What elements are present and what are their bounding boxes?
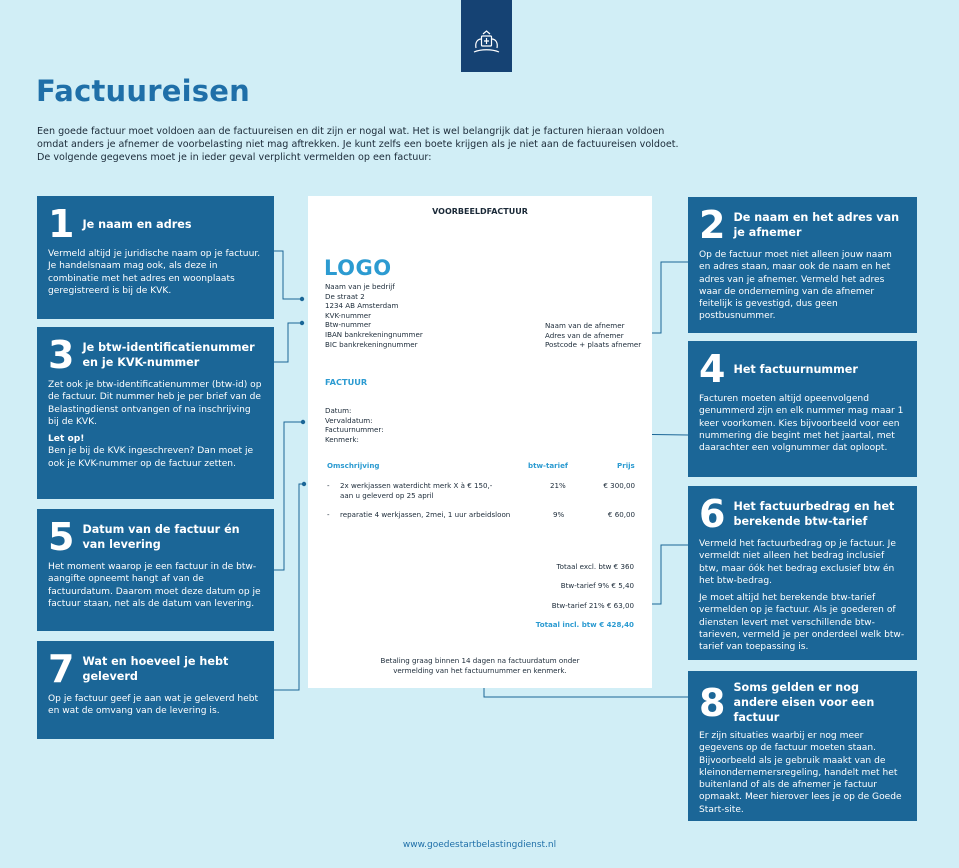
connector-1: [274, 251, 302, 299]
line-item-description-2: aan u geleverd op 25 april: [340, 490, 434, 500]
sample-invoice: [308, 196, 652, 688]
note-text: Ben je bij de KVK ingeschreven? Dan moet je ook je KVK-nummer op de factuur zetten.: [48, 446, 254, 469]
note-label: Let op!: [48, 434, 85, 445]
payment-note-line-1: Betaling graag binnen 14 dagen na factuurdatum onder: [380, 656, 580, 665]
line-item-1: [327, 481, 635, 503]
line-item-vat: 21%: [550, 481, 566, 490]
requirement-number: 7: [48, 647, 75, 691]
requirement-body: Op de factuur moet niet alleen jouw naam en adres staan, maar ook de naam en het adres van je afnemer. Vermeld het adres waar de onderneming van de afnemer feitelijk is gevestigd, dus geen postbusnummer.: [699, 250, 892, 322]
requirement-title: Wat en hoeveel je hebt geleverd: [82, 655, 229, 683]
line-item-dash: -: [327, 481, 330, 490]
recipient-line: Naam van de afnemer: [545, 321, 625, 330]
recipient-line: Adres van de afnemer: [545, 330, 624, 340]
line-item-description: reparatie 4 werkjassen, 2mei, 1 uur arbeidsloon: [340, 510, 511, 519]
line-item-price: € 60,00: [607, 510, 635, 519]
column-price: Prijs: [617, 461, 635, 470]
connector-8: [484, 688, 688, 697]
sender-line: BIC bankrekeningnummer: [325, 339, 418, 349]
requirement-number: 5: [48, 515, 75, 559]
requirement-box-2: [688, 197, 917, 333]
requirement-title: De naam en het adres van je afnemer: [733, 211, 900, 239]
requirement-number: 1: [48, 202, 75, 246]
column-description: Omschrijving: [327, 461, 380, 470]
requirement-box-5: [37, 509, 274, 631]
connector-7: [274, 484, 304, 690]
requirement-box-1: [37, 196, 274, 319]
field-invoice-number: Factuurnummer:: [325, 425, 384, 435]
requirement-body: Het moment waarop je een factuur in de btw-aangifte opneemt hangt af van de factuurdatum. Daarom moet deze datum op je factuur staan, net als de datum van levering.: [48, 562, 261, 609]
requirement-title: Soms gelden er nog andere eisen voor een factuur: [733, 681, 875, 724]
requirement-box-7: [37, 641, 274, 739]
invoice-logo: LOGO: [324, 256, 392, 280]
payment-note: [308, 656, 652, 675]
requirement-title: Je btw-identificatienummer en je KVK-nummer: [82, 341, 255, 369]
field-reference: Kenmerk:: [325, 434, 359, 444]
requirement-box-3: [37, 327, 274, 499]
line-item-price: € 300,00: [603, 481, 635, 490]
requirement-body: Facturen moeten altijd opeenvolgend genummerd zijn en elk nummer mag maar 1 keer voorkomen. Kies bijvoorbeeld voor een nummering die begint met het jaartal, met daarachter een volgnummer dat oploopt.: [699, 394, 904, 454]
requirement-box-6: [688, 486, 917, 660]
intro-text: Een goede factuur moet voldoen aan de factuureisen en dit zijn er nogal wat. Het is wel belangrijk dat je facturen hieraan voldoen omdat anders je afnemer de voorbelasting niet mag aftrekken. Je kunt zelfs een boete krijgen als je niet aan de factuureisen voldoet. De volgende gegevens moet je in ieder geval verplicht vermelden op een factuur:: [37, 126, 679, 163]
requirement-title: Het factuurnummer: [733, 362, 858, 376]
total-excl-vat: Totaal excl. btw € 360: [556, 562, 634, 571]
connector-2: [648, 262, 688, 333]
page-title: Factuureisen: [36, 74, 250, 108]
column-vat: btw-tarief: [528, 461, 568, 470]
requirement-box-8: [688, 671, 917, 821]
requirement-body: Zet ook je btw-identificatienummer (btw-id) op de factuur. Dit nummer heb je per brief van de Belastingdienst ontvangen of na inschrijving bij de KVK.: [48, 380, 262, 427]
field-due-date: Vervaldatum:: [325, 415, 373, 425]
requirement-title: Datum van de factuur én van levering: [82, 523, 240, 551]
vat-9-total: Btw-tarief 9% € 5,40: [560, 581, 634, 590]
requirement-body-2: Je moet altijd het berekende btw-tarief vermelden op je factuur. Als je goederen of diensten levert met verschillende btw-tarieven, vermeld je per onderdeel welk btw-tarief van toepassing is.: [699, 593, 905, 653]
invoice-section-title: FACTUUR: [325, 377, 368, 387]
line-item-description: 2x werkjassen waterdicht merk X à € 150,-: [340, 481, 493, 490]
line-item-vat: 9%: [553, 510, 565, 519]
line-item-2: [327, 510, 635, 522]
requirement-body: Op je factuur geef je aan wat je geleverd hebt en wat de omvang van de levering is.: [48, 694, 259, 717]
requirement-number: 4: [699, 347, 726, 391]
requirement-body: Vermeld altijd je juridische naam op je factuur. Je handelsnaam mag ook, als deze in combinatie met het adres en woonplaats geregistreerd is bij de KVK.: [48, 249, 261, 296]
sender-line: Naam van je bedrijf: [325, 282, 395, 291]
requirement-title: Het factuurbedrag en het berekende btw-tarief: [733, 500, 895, 528]
requirement-number: 6: [699, 492, 726, 536]
requirement-body: Er zijn situaties waarbij er nog meer gegevens op de factuur moeten staan. Bijvoorbeeld als je gebruik maakt van de kleinondernemersregeling, handelt met het buitenland of als de afnemer je factuur opmaakt. Meer hierover lees je op de Goede Start-site.: [699, 731, 902, 815]
requirement-box-4: [688, 341, 917, 477]
sender-line: 1234 AB Amsterdam: [325, 301, 399, 311]
requirement-body: Vermeld het factuurbedrag op je factuur. Je vermeldt niet alleen het bedrag inclusief btw, maar óók het bedrag exclusief btw én het btw-bedrag.: [699, 539, 896, 586]
recipient-line: Postcode + plaats afnemer: [545, 340, 642, 350]
line-item-dash: -: [327, 510, 330, 519]
requirement-number: 8: [699, 680, 726, 725]
sender-line: IBAN bankrekeningnummer: [325, 329, 423, 339]
sender-line: Btw-nummer: [325, 320, 372, 330]
vat-21-total: Btw-tarief 21% € 63,00: [551, 601, 634, 610]
payment-note-line-2: vermelding van het factuurnummer en kenmerk.: [393, 665, 567, 675]
field-date: Datum:: [325, 406, 352, 415]
total-incl-vat: Totaal incl. btw € 428,40: [535, 620, 634, 629]
invoice-heading: VOORBEELDFACTUUR: [432, 207, 528, 216]
recipient-block: [545, 321, 641, 350]
requirement-number: 3: [48, 333, 75, 377]
requirement-title: Je naam en adres: [82, 217, 192, 231]
sender-block: [325, 282, 423, 349]
sender-line: De straat 2: [325, 291, 365, 301]
invoice-fields: [325, 406, 384, 444]
requirement-number: 2: [699, 203, 726, 247]
footer-url-link[interactable]: www.goedestartbelastingdienst.nl: [402, 840, 557, 850]
connector-3: [274, 323, 302, 362]
sender-line: KVK-nummer: [325, 310, 372, 320]
